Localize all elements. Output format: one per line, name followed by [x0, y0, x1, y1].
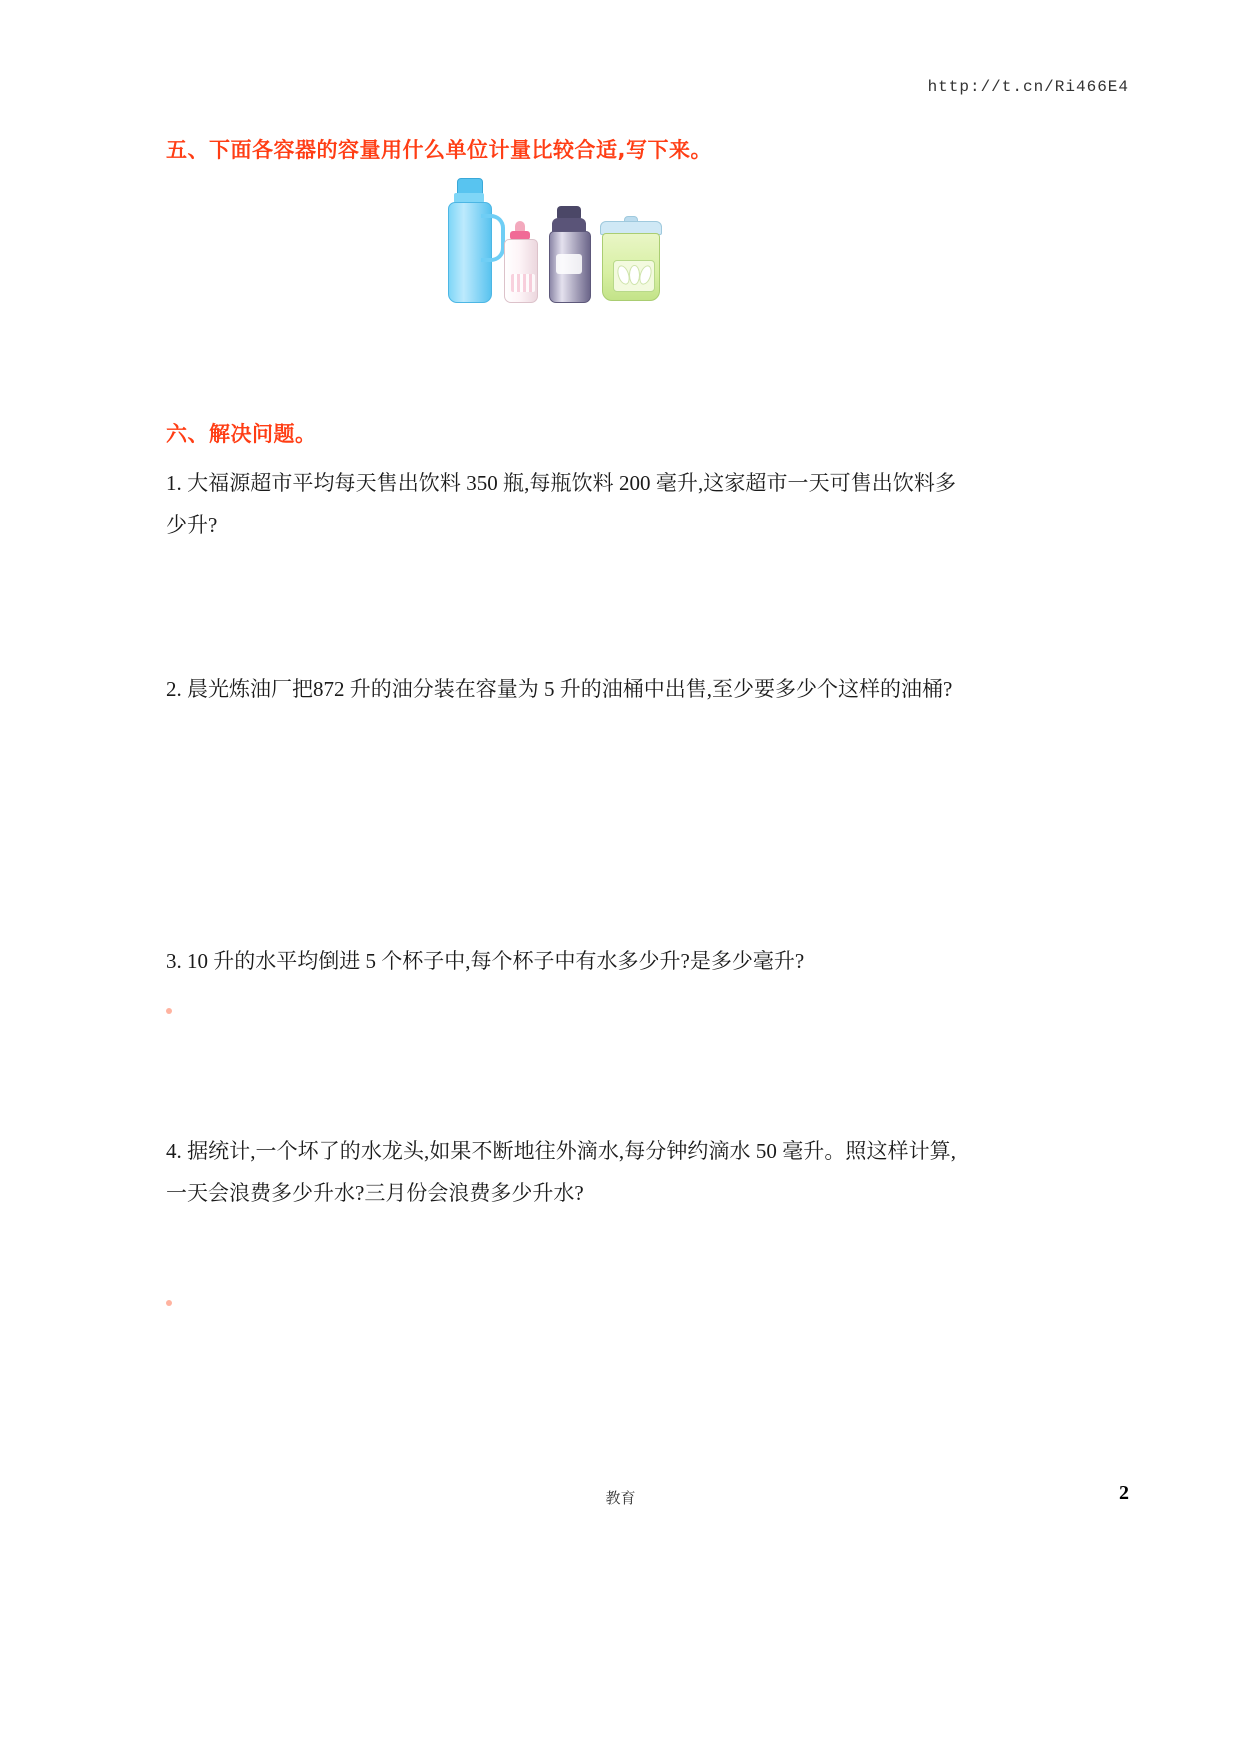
answer-space-marker — [166, 1008, 172, 1014]
question-4: 4. 据统计,一个坏了的水龙头,如果不断地往外滴水,每分钟约滴水 50 毫升。照这样计算,一天会浪费多少升水?三月份会浪费多少升水? — [166, 1139, 956, 1205]
question-1: 1. 大福源超市平均每天售出饮料 350 瓶,每瓶饮料 200 毫升,这家超市一天可售出饮料多少升? — [166, 471, 956, 537]
flask-label — [556, 254, 582, 274]
jug-body — [602, 233, 660, 301]
page-number: 2 — [1119, 1482, 1129, 1504]
section-heading-five: 五、下面各容器的容量用什么单位计量比较合适,写下来。 — [166, 138, 712, 162]
url-stamp: http://t.cn/Ri466E4 — [927, 78, 1129, 96]
section-heading-six: 六、解决问题。 — [166, 422, 317, 446]
footer-label: 教育 — [605, 1489, 636, 1507]
green-water-jug-icon — [600, 221, 660, 299]
purple-flask-icon — [548, 206, 590, 301]
bottle-decoration — [511, 274, 535, 292]
flask-shoulder — [552, 218, 586, 232]
question-2: 2. 晨光炼油厂把872 升的油分装在容量为 5 升的油桶中出售,至少要多少个这样的油桶? — [166, 677, 953, 701]
blue-thermos-icon — [445, 178, 493, 301]
baby-bottle-icon — [502, 221, 538, 301]
jug-leaf — [629, 265, 640, 285]
bottle-body — [504, 239, 538, 303]
containers-illustration — [440, 176, 660, 301]
question-3: 3. 10 升的水平均倒进 5 个杯子中,每个杯子中有水多少升?是多少毫升? — [166, 949, 805, 973]
answer-space-marker — [166, 1300, 172, 1306]
